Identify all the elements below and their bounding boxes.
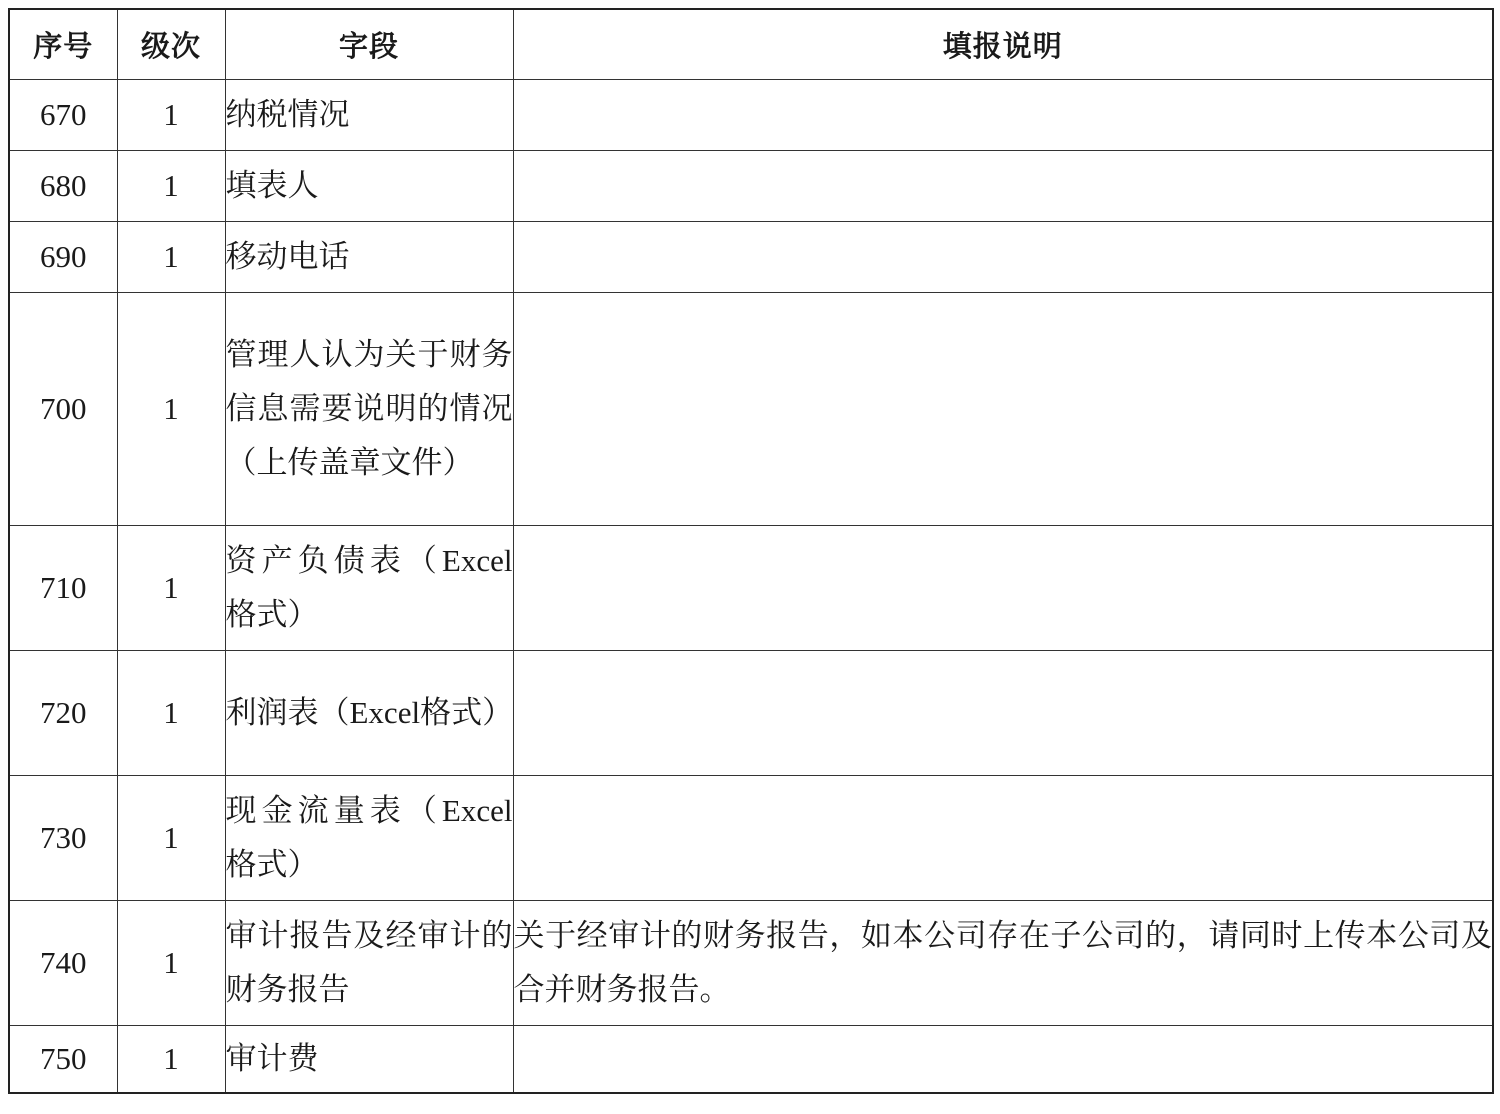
table-header-row xyxy=(9,9,1493,80)
row-desc xyxy=(513,151,1493,222)
row-no: 710 xyxy=(9,526,117,651)
table-row xyxy=(9,222,1493,293)
table-row xyxy=(9,151,1493,222)
row-desc xyxy=(513,526,1493,651)
row-level: 1 xyxy=(117,1026,225,1094)
row-field xyxy=(225,222,513,293)
row-level: 1 xyxy=(117,526,225,651)
row-field xyxy=(225,901,513,1026)
header-desc: 填报说明 xyxy=(513,9,1493,80)
table-row xyxy=(9,1026,1493,1094)
row-field-text: 资产负债表（Excel格式） xyxy=(225,543,513,632)
row-field-text: 审计费 xyxy=(225,1041,319,1076)
row-level: 1 xyxy=(117,776,225,901)
row-no: 730 xyxy=(9,776,117,901)
row-level: 1 xyxy=(117,901,225,1026)
table-row xyxy=(9,901,1493,1026)
table-row xyxy=(9,526,1493,651)
row-field-text: 审计报告及经审计的财务报告 xyxy=(225,918,513,1007)
row-no: 690 xyxy=(9,222,117,293)
row-field xyxy=(225,1026,513,1094)
row-field xyxy=(225,776,513,901)
row-field xyxy=(225,526,513,651)
row-field-text: 现金流量表（Excel格式） xyxy=(225,793,513,882)
row-field xyxy=(225,293,513,526)
row-no: 750 xyxy=(9,1026,117,1094)
row-desc xyxy=(513,776,1493,901)
header-level: 级次 xyxy=(117,9,225,80)
table-row xyxy=(9,293,1493,526)
row-field-text: 填表人 xyxy=(225,168,319,203)
row-desc xyxy=(513,222,1493,293)
financial-fields-table xyxy=(8,8,1494,1094)
row-no: 740 xyxy=(9,901,117,1026)
row-desc xyxy=(513,651,1493,776)
table-row xyxy=(9,651,1493,776)
row-no: 700 xyxy=(9,293,117,526)
table-row xyxy=(9,80,1493,151)
row-field xyxy=(225,151,513,222)
row-level: 1 xyxy=(117,80,225,151)
row-level: 1 xyxy=(117,651,225,776)
row-field-text: 管理人认为关于财务信息需要说明的情况（上传盖章文件） xyxy=(225,337,513,480)
row-no: 720 xyxy=(9,651,117,776)
header-field: 字段 xyxy=(225,9,513,80)
row-field xyxy=(225,651,513,776)
row-desc-text: 关于经审计的财务报告，如本公司存在子公司的，请同时上传本公司及合并财务报告。 xyxy=(513,918,1492,1007)
row-no: 680 xyxy=(9,151,117,222)
row-field-text: 纳税情况 xyxy=(225,97,350,132)
row-desc xyxy=(513,1026,1493,1094)
row-desc xyxy=(513,293,1493,526)
row-level: 1 xyxy=(117,222,225,293)
row-no: 670 xyxy=(9,80,117,151)
row-level: 1 xyxy=(117,293,225,526)
row-field-text: 利润表（Excel格式） xyxy=(225,695,514,730)
row-field-text: 移动电话 xyxy=(225,239,350,274)
row-desc xyxy=(513,901,1493,1026)
row-field xyxy=(225,80,513,151)
table-row xyxy=(9,776,1493,901)
row-level: 1 xyxy=(117,151,225,222)
header-no: 序号 xyxy=(9,9,117,80)
row-desc xyxy=(513,80,1493,151)
